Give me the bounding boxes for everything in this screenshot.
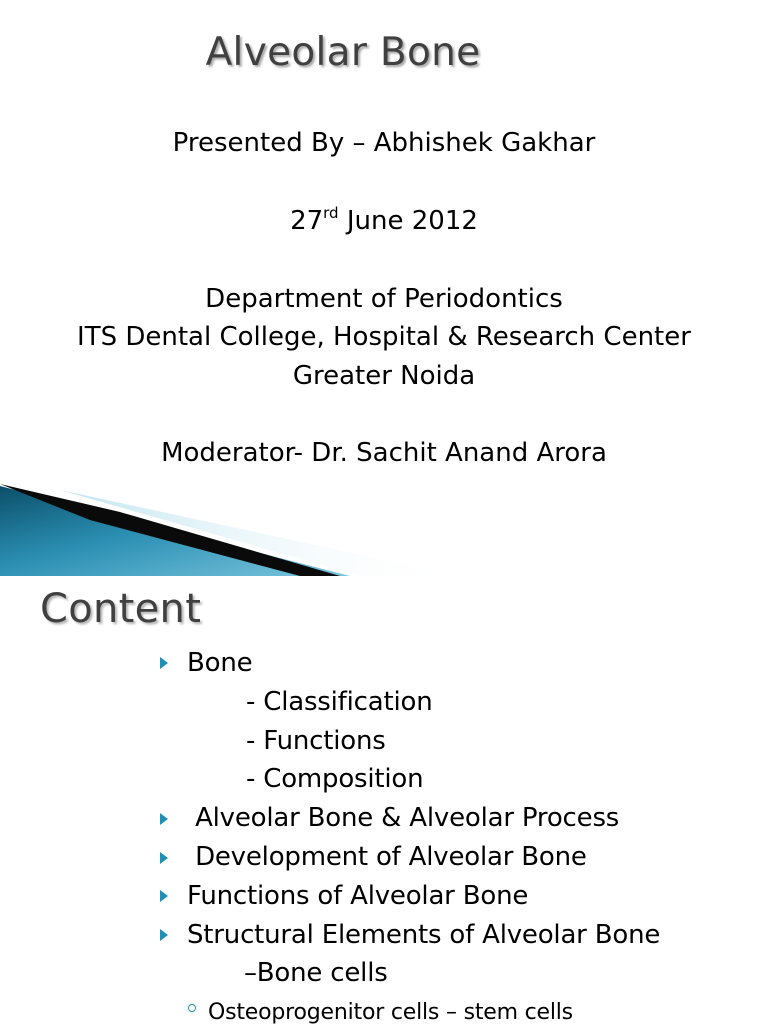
presenter-line: Presented By – Abhishek Gakhar — [172, 128, 596, 158]
list-item: Functions of Alveolar Bone — [187, 881, 529, 911]
bullet-circle-icon — [188, 1004, 196, 1012]
bullet-arrow-icon — [160, 890, 168, 902]
list-item: Development of Alveolar Bone — [187, 842, 587, 872]
list-item: Structural Elements of Alveolar Bone — [187, 920, 661, 950]
list-subitem: - Functions — [246, 726, 386, 756]
list-item: Bone — [187, 648, 253, 678]
date-day: 27 — [290, 206, 324, 236]
bullet-arrow-icon — [160, 929, 168, 941]
city-line: Greater Noida — [292, 361, 476, 391]
department-line: Department of Periodontics — [205, 284, 563, 314]
list-subitem: - Classification — [246, 687, 433, 717]
list-subitem: –Bone cells — [244, 958, 388, 988]
date-rest: June 2012 — [338, 206, 478, 236]
date-ordinal: rd — [323, 204, 339, 222]
slide-title: Alveolar Bone — [205, 30, 481, 75]
moderator-line: Moderator- Dr. Sachit Anand Arora — [161, 438, 607, 468]
bullet-arrow-icon — [160, 852, 168, 864]
college-line: ITS Dental College, Hospital & Research Center — [77, 322, 691, 352]
list-subitem: Osteoprogenitor cells – stem cells — [208, 1000, 573, 1025]
list-subitem: - Composition — [246, 764, 424, 794]
date-line — [0, 202, 768, 241]
content-title: Content — [40, 586, 202, 632]
bullet-arrow-icon — [160, 813, 168, 825]
swoosh-decoration — [0, 480, 768, 576]
list-item: Alveolar Bone & Alveolar Process — [187, 803, 620, 833]
bullet-arrow-icon — [160, 657, 168, 669]
